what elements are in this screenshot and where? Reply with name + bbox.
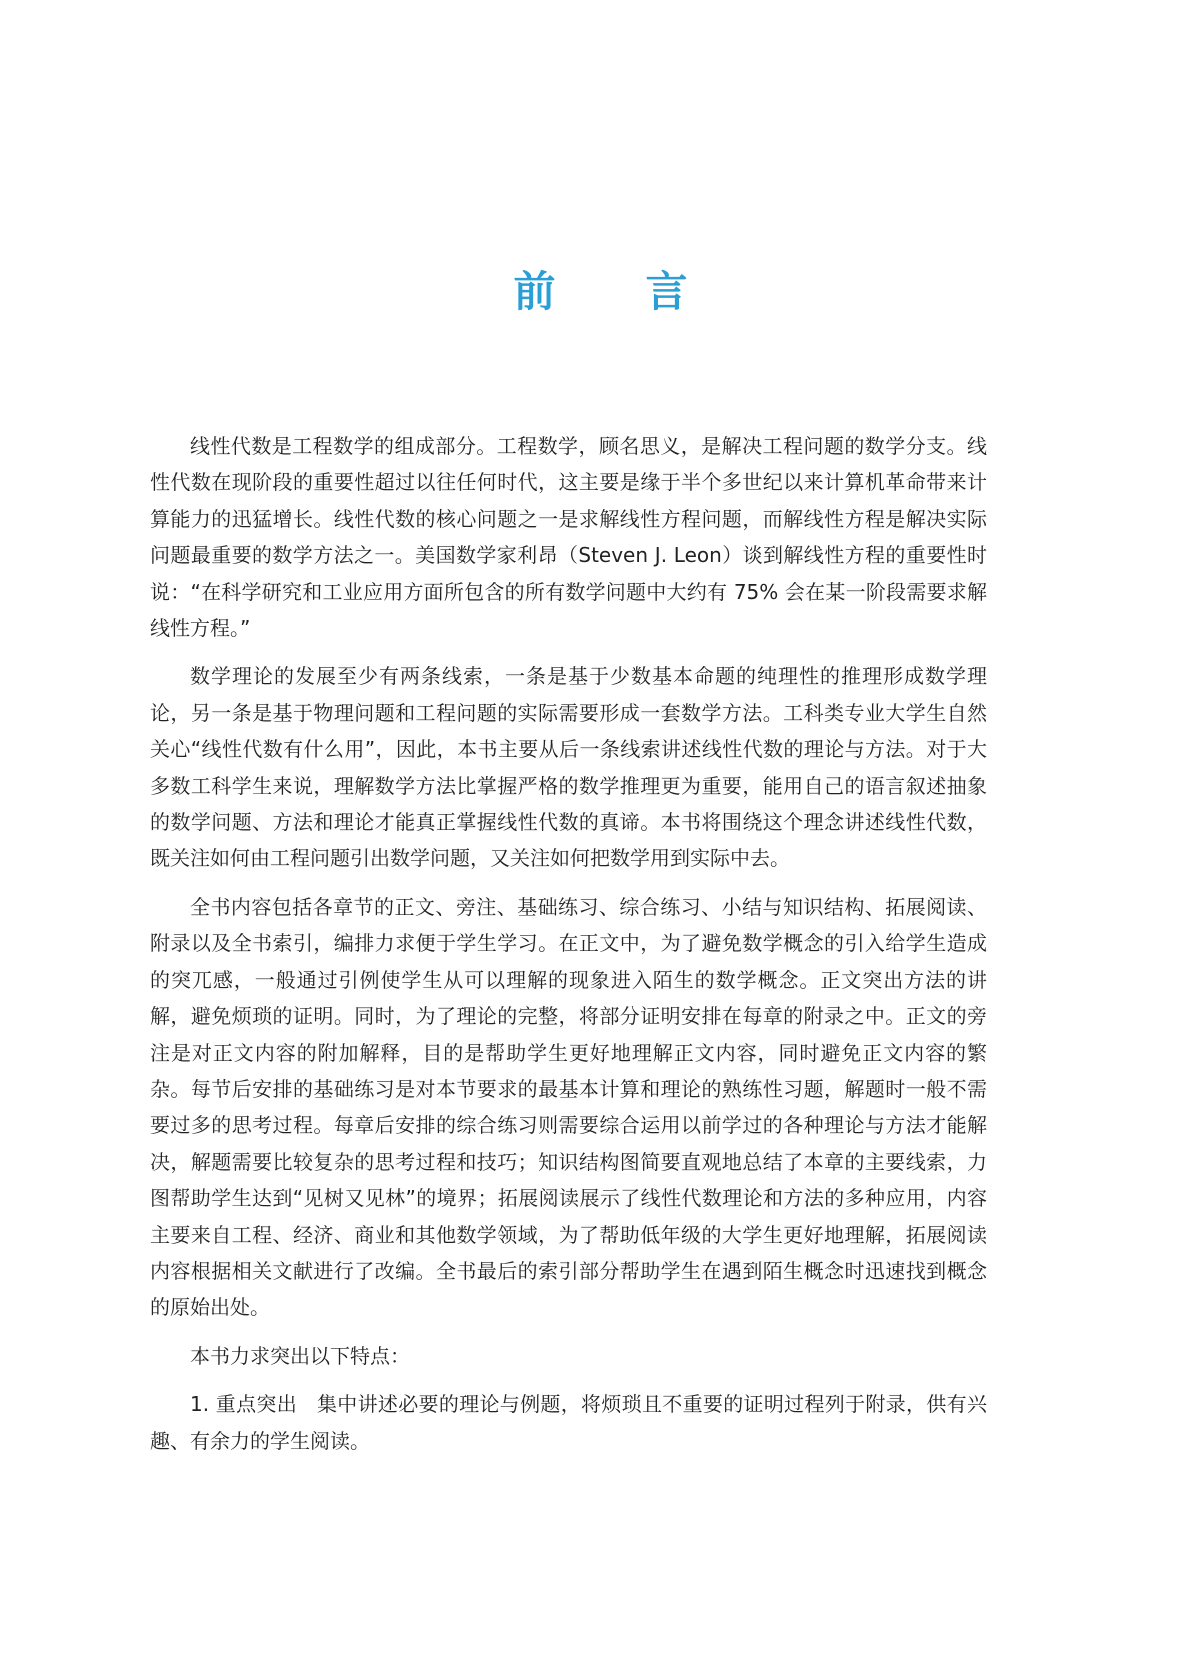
page-title: [0, 262, 1203, 322]
feature-label: 1. 重点突出: [190, 1392, 297, 1417]
paragraph-intro: 线性代数是工程数学的组成部分。工程数学，顾名思义，是解决工程问题的数学分支。线性代数在现阶段的重要性超过以往任何时代，这主要是缘于半个多世纪以来计算机革命带来计算能力的迅猛增长。线性代数的核心问题之一是求解线性方程问题，而解线性方程是解决实际问题最重要的数学方法之一。美国数学家利昂（Steven J. Leon）谈到解线性方程的重要性时说：“在科学研究和工业应用方面所包含的所有数学问题中大约有 75% 会在某一阶段需要求解线性方程。”: [150, 434, 987, 641]
title-char-1: 前: [513, 267, 558, 316]
paragraph-contents: 全书内容包括各章节的正文、旁注、基础练习、综合练习、小结与知识结构、拓展阅读、附录以及全书索引，编排力求便于学生学习。在正文中，为了避免数学概念的引入给学生造成的突兀感，一般通过引例使学生从可以理解的现象进入陌生的数学概念。正文突出方法的讲解，避免烦琐的证明。同时，为了理论的完整，将部分证明安排在每章的附录之中。正文的旁注是对正文内容的附加解释，目的是帮助学生更好地理解正文内容，同时避免正文内容的繁杂。每节后安排的基础练习是对本节要求的最基本计算和理论的熟练性习题，解题时一般不需要过多的思考过程。每章后安排的综合练习则需要综合运用以前学过的各种理论与方法才能解决，解题需要比较复杂的思考过程和技巧；知识结构图简要直观地总结了本章的主要线索，力图帮助学生达到“见树又见林”的境界；拓展阅读展示了线性代数理论和方法的多种应用，内容主要来自工程、经济、商业和其他数学领域，为了帮助低年级的大学生更好地理解，拓展阅读内容根据相关文献进行了改编。全书最后的索引部分帮助学生在遇到陌生概念时迅速找到概念的原始出处。: [150, 894, 987, 1320]
feature-item-1: [150, 1386, 987, 1459]
paragraph-theory: 数学理论的发展至少有两条线索，一条是基于少数基本命题的纯理性的推理形成数学理论，另一条是基于物理问题和工程问题的实际需要形成一套数学方法。工科类专业大学生自然关心“线性代数有什么用”，因此，本书主要从后一条线索讲述线性代数的理论与方法。对于大多数工科学生来说，理解数学方法比掌握严格的数学推理更为重要，能用自己的语言叙述抽象的数学问题、方法和理论才能真正掌握线性代数的真谛。本书将围绕这个理念讲述线性代数，既关注如何由工程问题引出数学问题，又关注如何把数学用到实际中去。: [150, 664, 987, 871]
feature-text: 集中讲述必要的理论与例题，将烦琐且不重要的证明过程列于附录，供有兴趣、有余力的学生阅读。: [150, 1392, 987, 1453]
preface-body: [150, 428, 987, 1459]
title-char-2: 言: [645, 267, 690, 316]
paragraph-features-intro: 本书力求突出以下特点：: [190, 1343, 410, 1368]
